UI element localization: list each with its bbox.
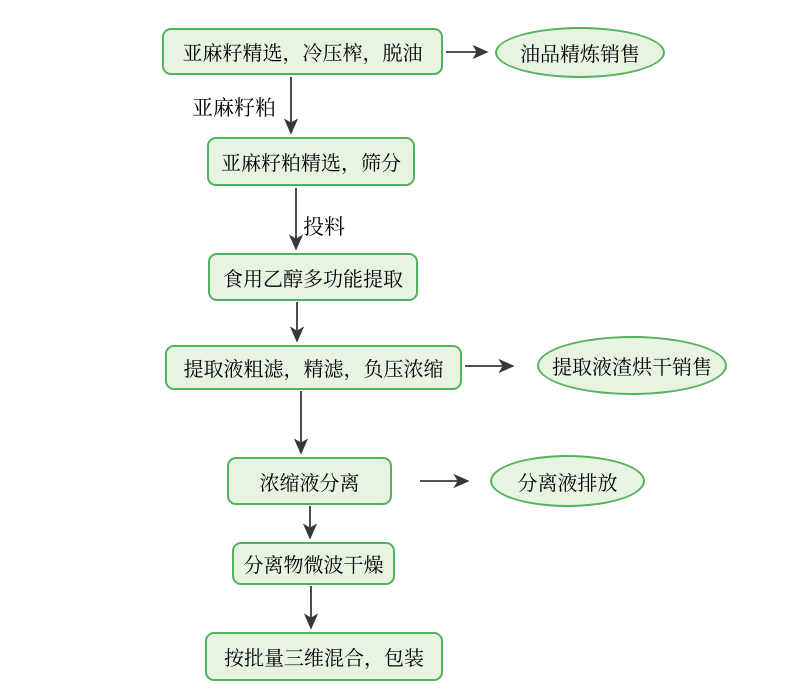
node-meal-screening: 亚麻籽粕精选，筛分: [207, 137, 415, 186]
edge-label-feeding: 投料: [303, 215, 345, 239]
node-microwave-drying: 分离物微波干燥: [232, 542, 395, 585]
node-oil-refining-sale: 油品精炼销售: [495, 27, 665, 78]
node-seed-pressing: 亚麻籽精选，冷压榨，脱油: [162, 28, 443, 75]
node-ethanol-extraction: 食用乙醇多功能提取: [208, 253, 418, 301]
node-separated-liquid-discharge: 分离液排放: [490, 455, 645, 507]
edge-label-flaxseed-meal: 亚麻籽粕: [192, 96, 276, 120]
node-concentrate-separation: 浓缩液分离: [227, 457, 392, 505]
node-residue-drying-sale: 提取液渣烘干销售: [537, 336, 727, 395]
node-filtration-concentration: 提取液粗滤，精滤，负压浓缩: [165, 345, 462, 390]
node-mixing-packaging: 按批量三维混合，包装: [205, 632, 443, 681]
